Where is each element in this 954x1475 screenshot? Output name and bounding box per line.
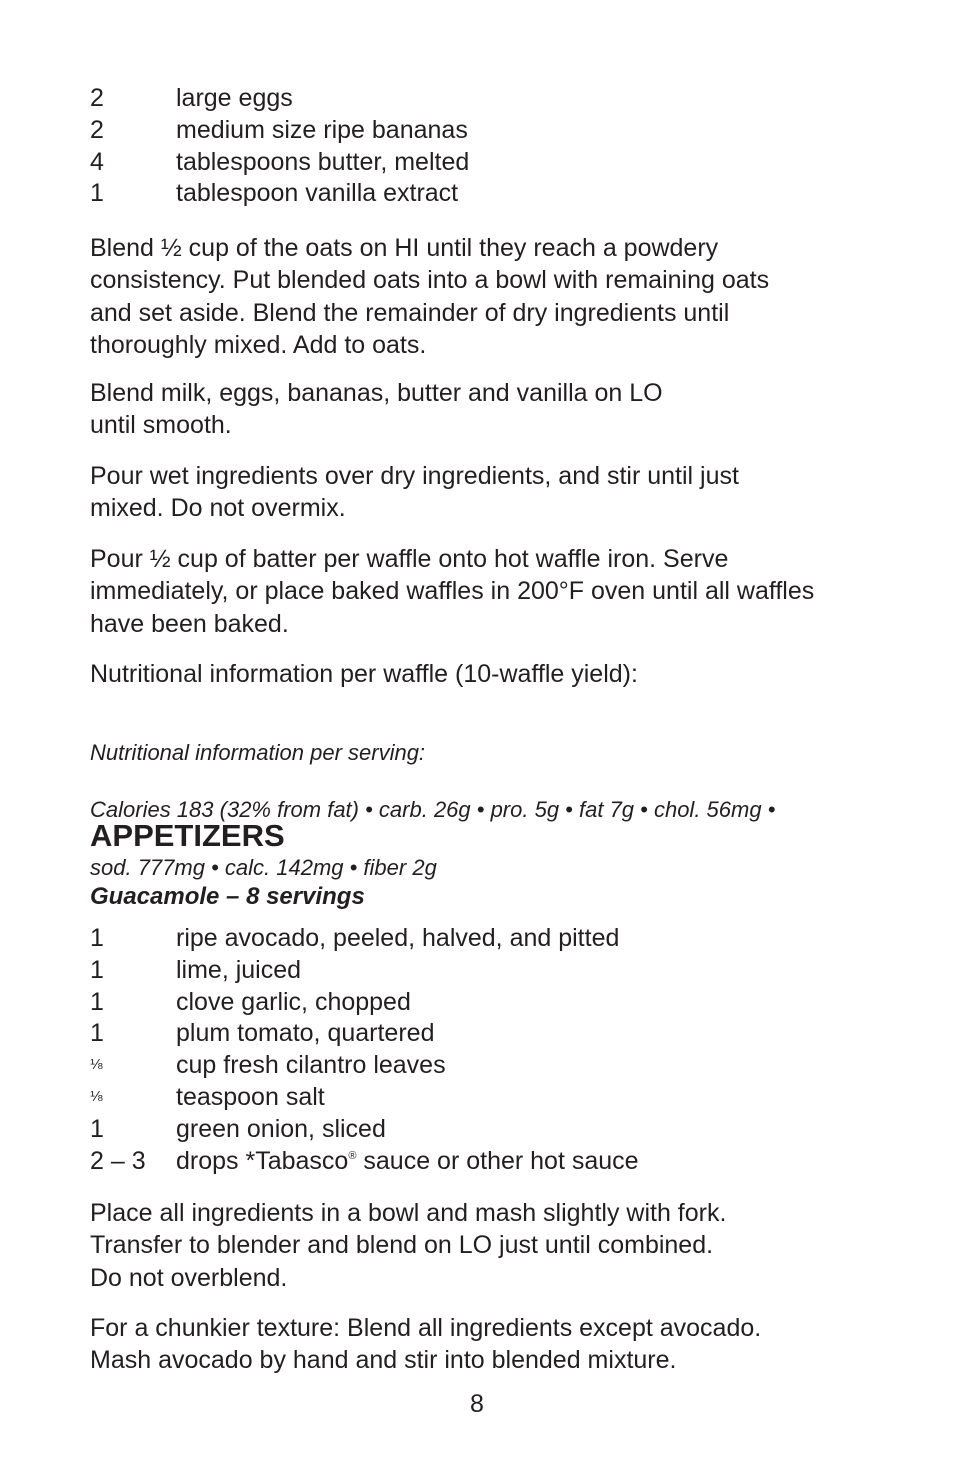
recipe-title: Guacamole – 8 servings bbox=[90, 883, 365, 910]
section-title: APPETIZERS bbox=[90, 818, 285, 853]
ingredient-row bbox=[90, 178, 910, 210]
registered-mark: ® bbox=[348, 1149, 357, 1162]
ingredient-name: lime, juiced bbox=[176, 955, 302, 984]
waffle-step-blend-wet: Blend milk, eggs, bananas, butter and vanilla on LO until smooth. bbox=[90, 379, 663, 440]
ingredient-name: ripe avocado, peeled, halved, and pitted bbox=[176, 924, 620, 952]
waffle-step-blend-oats: Blend ½ cup of the oats on HI until they reach a powdery consistency. Put blended oats into a bowl with remaining oats and set aside. Blend the remainder of dry ingredients until thoroughly mixed. Add to oats. bbox=[90, 234, 770, 359]
ingredient-quantity bbox=[90, 1082, 176, 1114]
ingredient-row bbox=[90, 115, 910, 147]
ingredient-quantity bbox=[90, 1050, 176, 1082]
ingredient-quantity: 2 – 3 bbox=[90, 1146, 146, 1175]
ingredient-row bbox=[90, 955, 910, 987]
ingredient-row bbox=[90, 1082, 910, 1114]
ingredient-quantity: 4 bbox=[90, 147, 104, 176]
ingredient-name: green onion, sliced bbox=[176, 1114, 386, 1143]
waffle-nutrition-intro: Nutritional information per waffle (10-waffle yield): bbox=[90, 660, 638, 688]
ingredient-row bbox=[90, 1018, 910, 1050]
guacamole-step-chunky: For a chunkier texture: Blend all ingredients except avocado. Mash avocado by hand and stir into blended mixture. bbox=[90, 1314, 762, 1375]
ingredient-quantity: 2 bbox=[90, 84, 104, 112]
fraction-glyph: ⅛ bbox=[90, 1056, 102, 1074]
ingredient-row bbox=[90, 83, 910, 115]
ingredient-name-part: sauce or other hot sauce bbox=[356, 1146, 639, 1175]
page-number: 8 bbox=[470, 1390, 484, 1418]
ingredient-quantity: 2 bbox=[90, 115, 104, 144]
ingredient-name bbox=[176, 1146, 639, 1178]
fraction-glyph: ⅛ bbox=[90, 1087, 102, 1105]
ingredient-name: large eggs bbox=[176, 84, 293, 112]
waffle-step-cook: Pour ½ cup of batter per waffle onto hot waffle iron. Serve immediately, or place baked waffles in 200°F oven until all waffles have been baked. bbox=[90, 545, 815, 638]
nutrition-line: sod. 777mg • calc. 142mg • fiber 2g bbox=[90, 854, 437, 880]
nutrition-heading: Nutritional information per serving: bbox=[90, 739, 426, 765]
ingredient-row bbox=[90, 987, 910, 1019]
ingredient-quantity: 1 bbox=[90, 1019, 104, 1048]
nutrition-line: Calories 183 (32% from fat) • carb. 26g • pro. 5g • fat 7g • chol. 56mg • bbox=[90, 797, 776, 823]
ingredient-quantity: 1 bbox=[90, 987, 104, 1016]
ingredient-name: tablespoon vanilla extract bbox=[176, 179, 459, 208]
ingredient-row bbox=[90, 1114, 910, 1146]
ingredient-name: medium size ripe bananas bbox=[176, 115, 468, 144]
guacamole-step-mash: Place all ingredients in a bowl and mash slightly with fork. Transfer to blender and blend on LO just until combined. Do not overblend. bbox=[90, 1199, 727, 1292]
ingredient-quantity: 1 bbox=[90, 924, 104, 952]
ingredient-name: tablespoons butter, melted bbox=[176, 147, 470, 176]
ingredient-row bbox=[90, 1146, 910, 1178]
ingredient-name: cup fresh cilantro leaves bbox=[176, 1051, 446, 1080]
ingredient-quantity: 1 bbox=[90, 179, 104, 208]
ingredient-row bbox=[90, 1050, 910, 1082]
ingredient-quantity: 1 bbox=[90, 1114, 104, 1143]
guacamole-ingredient-list bbox=[90, 923, 910, 1177]
ingredient-name: teaspoon salt bbox=[176, 1082, 325, 1111]
ingredient-row bbox=[90, 923, 910, 955]
ingredient-name: clove garlic, chopped bbox=[176, 987, 411, 1016]
ingredient-quantity: 1 bbox=[90, 955, 104, 984]
waffle-ingredient-list bbox=[90, 83, 910, 210]
ingredient-row bbox=[90, 147, 910, 179]
waffle-step-combine: Pour wet ingredients over dry ingredients, and stir until just mixed. Do not overmix. bbox=[90, 462, 739, 523]
ingredient-name-part: drops *Tabasco bbox=[176, 1146, 349, 1175]
ingredient-name: plum tomato, quartered bbox=[176, 1019, 435, 1048]
